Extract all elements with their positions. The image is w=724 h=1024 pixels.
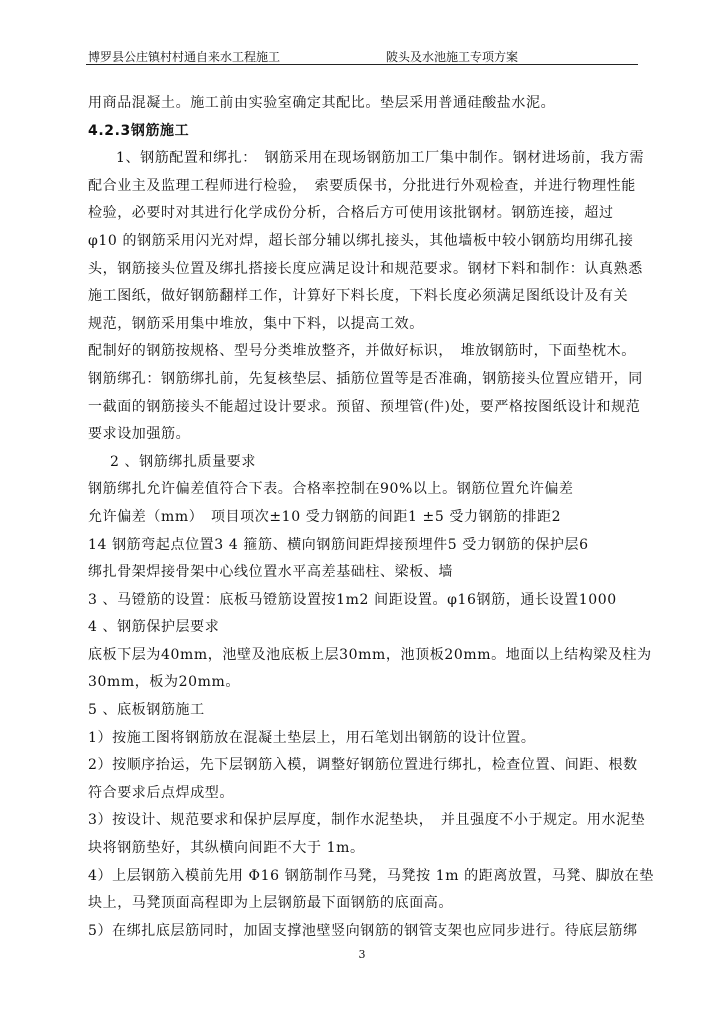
text-line: 钢筋绑孔：钢筋绑扎前，先复核垫层、插筋位置等是否准确，钢筋接头位置应错开，同: [88, 370, 643, 387]
text-line: 绑扎骨架焊接骨架中心线位置水平高差基础柱、梁板、墙: [88, 564, 453, 581]
text-line: 要求设加强筋。: [88, 426, 191, 443]
text-line: 一截面的钢筋接头不能超过设计要求。预留、预埋管(件)处，要严格按图纸设计和规范: [88, 398, 641, 415]
text-line: 1）按施工图将钢筋放在混凝土垫层上，用石笔划出钢筋的设计位置。: [88, 729, 536, 746]
header-section-title: 陂头及水池施工专项方案: [386, 50, 519, 64]
text-line: 14 钢筋弯起点位置3 4 箍筋、横向钢筋间距焊接预埋件5 受力钢筋的保护层6: [88, 536, 589, 553]
section-heading: 4.2.3钢筋施工: [88, 122, 190, 139]
text-line: 检验，必要时对其进行化学成份分析，合格后方可使用该批钢材。钢筋连接，超过: [88, 205, 614, 222]
subsection-title: 5 、底板钢筋施工: [88, 702, 205, 719]
page-header: [86, 46, 638, 65]
text-line: 5）在绑扎底层筋同时，加固支撑池壁竖向钢筋的钢管支架也应同步进行。待底层筋绑: [88, 922, 638, 939]
text-line: 用商品混凝土。施工前由实验室确定其配比。垫层采用普通硅酸盐水泥。: [88, 95, 556, 111]
text-line: 配制好的钢筋按规格、型号分类堆放整齐，并做好标识， 堆放钢筋时，下面垫枕木。: [88, 343, 636, 360]
subsection-title: 2 、钢筋绑扎质量要求: [110, 453, 256, 470]
header-project-title: 博罗县公庄镇村村通自来水工程施工: [88, 50, 281, 64]
text-line: 3 、马镫筋的设置：底板马镫筋设置按1m2 间距设置。φ16钢筋，通长设置1000: [88, 591, 617, 608]
text-line: φ10 的钢筋采用闪光对焊，超长部分辅以绑扎接头，其他墙板中较小钢筋均用绑孔接: [88, 232, 634, 249]
text-line: 1、钢筋配置和绑扎： 钢筋采用在现场钢筋加工厂集中制作。钢材进场前，我方需: [116, 150, 645, 167]
text-line: 符合要求后点焊成型。: [88, 784, 234, 801]
text-line: 规范，钢筋采用集中堆放，集中下料，以提高工效。: [88, 315, 424, 332]
text-line: 块上，马凳顶面高程即为上层钢筋最下面钢筋的底面高。: [88, 895, 453, 912]
text-line: 3）按设计、规范要求和保护层厚度，制作水泥垫块， 并且强度不小于规定。用水泥垫: [88, 812, 646, 829]
text-line: 配合业主及监理工程师进行检验， 索要质保书，分批进行外观检查，并进行物理性能: [88, 177, 636, 194]
text-line: 底板下层为40mm，池壁及池底板上层30mm，池顶板20mm。地面以上结构梁及柱为: [88, 646, 652, 663]
text-line: 30mm，板为20mm。: [88, 674, 240, 691]
text-line: 2）按顺序抬运，先下层钢筋入模，调整好钢筋位置进行绑扎，检查位置、间距、根数: [88, 757, 638, 774]
text-line: 施工图纸，做好钢筋翻样工作，计算好下料长度，下料长度必须满足图纸设计及有关: [88, 288, 629, 305]
text-line: 4）上层钢筋入模前先用 Φ16 钢筋制作马凳，马凳按 1m 的距离放置，马凳、脚放在垫: [88, 867, 654, 884]
body-text: [88, 90, 654, 945]
text-line: 允许偏差（mm） 项目项次±10 受力钢筋的间距1 ±5 受力钢筋的排距2: [88, 508, 562, 525]
text-line: 头，钢筋接头位置及绑扎搭接长度应满足设计和规范要求。钢材下料和制作：认真熟悉: [88, 260, 643, 277]
subsection-title: 4 、钢筋保护层要求: [88, 619, 220, 636]
text-line: 块将钢筋垫好，其纵横向间距不大于 1m。: [88, 840, 365, 857]
text-line: 钢筋绑扎允许偏差值符合下表。合格率控制在90%以上。钢筋位置允许偏差: [88, 481, 574, 498]
page-number: 3: [358, 948, 366, 961]
